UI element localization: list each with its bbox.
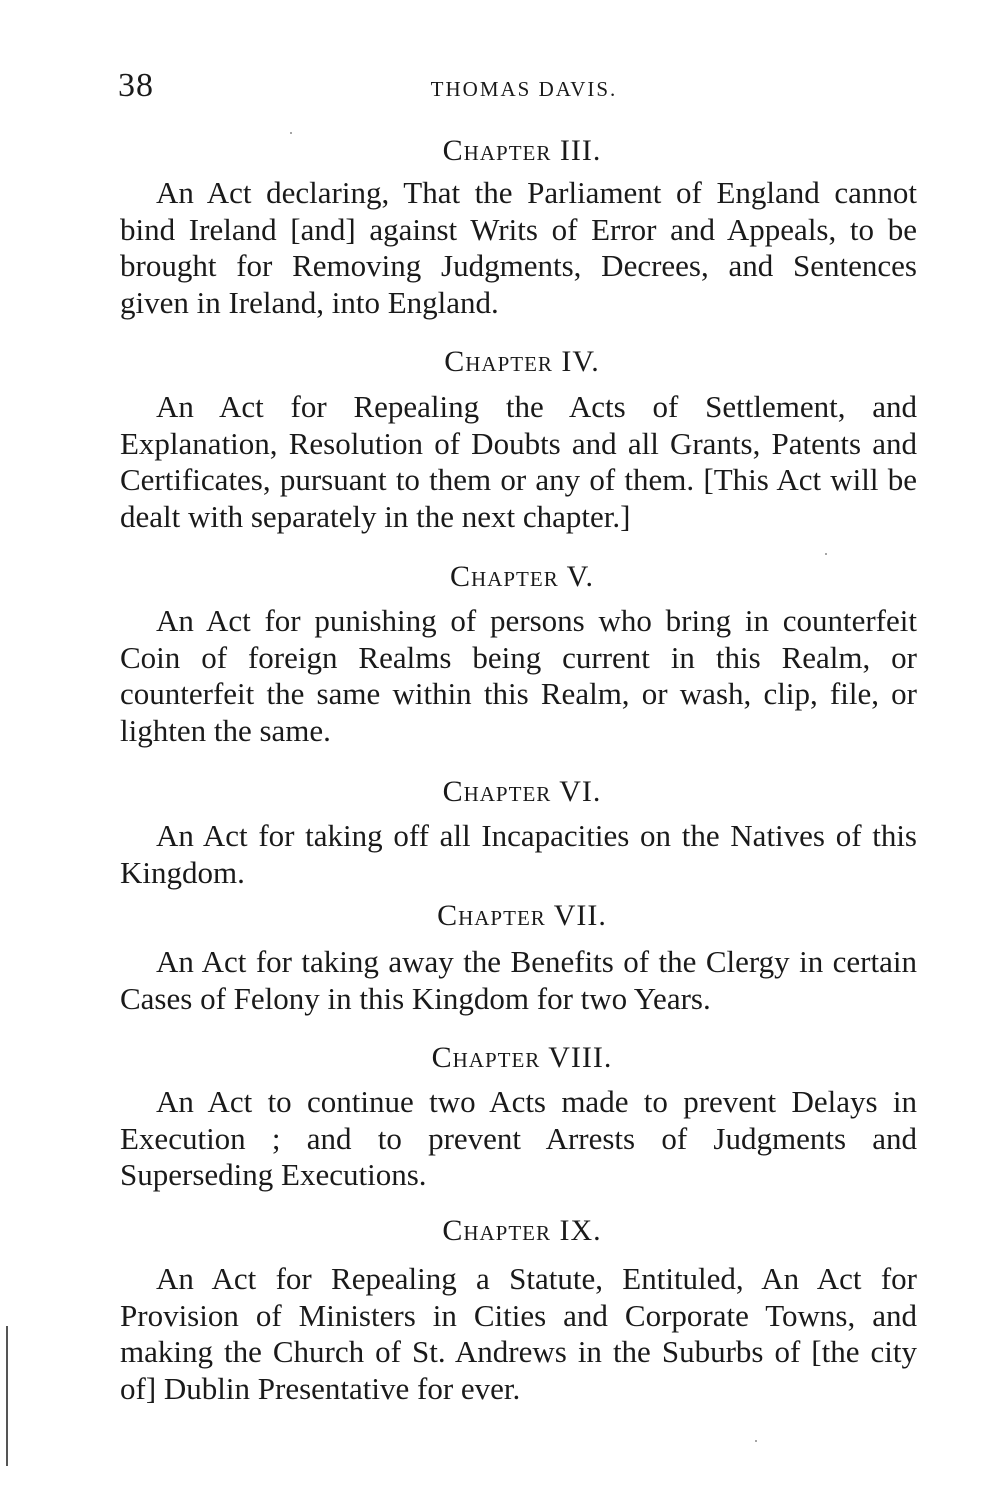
chapter-heading: Chapter IX. <box>442 1214 602 1247</box>
chapter-text: An Act for punishing of persons who bring in counterfeit Coin of foreign Realms being current in this Realm, or counterfeit the same within this Realm, or wash, clip, file, or lighten the same. <box>120 603 917 748</box>
page-number: 38 <box>118 67 154 104</box>
chapter-heading: Chapter V. <box>450 560 594 593</box>
chapter-text: An Act for taking off all Incapacities on the Natives of this Kingdom. <box>120 818 917 890</box>
scan-margin-line <box>6 1326 8 1466</box>
chapter-text: An Act to continue two Acts made to prevent Delays in Execution ; and to prevent Arrests of Judgments and Superseding Executions. <box>120 1084 917 1192</box>
scan-speck <box>825 553 827 555</box>
scan-speck <box>755 1440 757 1442</box>
chapter-text: An Act declaring, That the Parliament of England cannot bind Ireland [and] against Writs of Error and Appeals, to be brought for Removing Judgments, Decrees, and Sentences given in Ireland, into England. <box>120 175 917 320</box>
chapter-heading: Chapter VIII. <box>431 1041 613 1074</box>
running-head: THOMAS DAVIS. <box>430 77 618 101</box>
chapter-text: An Act for taking away the Benefits of the Clergy in certain Cases of Felony in this Kingdom for two Years. <box>120 944 917 1016</box>
scan-speck <box>290 132 292 134</box>
chapter-heading: Chapter IV. <box>444 345 600 378</box>
chapter-text: An Act for Repealing a Statute, Entituled, An Act for Provision of Ministers in Cities and Corporate Towns, and making the Church of St. Andrews in the Suburbs of [the city of] Dublin Presentative for ever. <box>120 1261 917 1406</box>
chapter-heading: Chapter VII. <box>437 899 607 932</box>
chapter-heading: Chapter VI. <box>442 775 602 808</box>
chapter-text: An Act for Repealing the Acts of Settlement, and Explanation, Resolution of Doubts and all Grants, Patents and Certificates, pursuant to them or any of them. [This Act will be dealt with separately in the next chapter.] <box>120 389 917 534</box>
chapter-heading: Chapter III. <box>442 134 602 167</box>
